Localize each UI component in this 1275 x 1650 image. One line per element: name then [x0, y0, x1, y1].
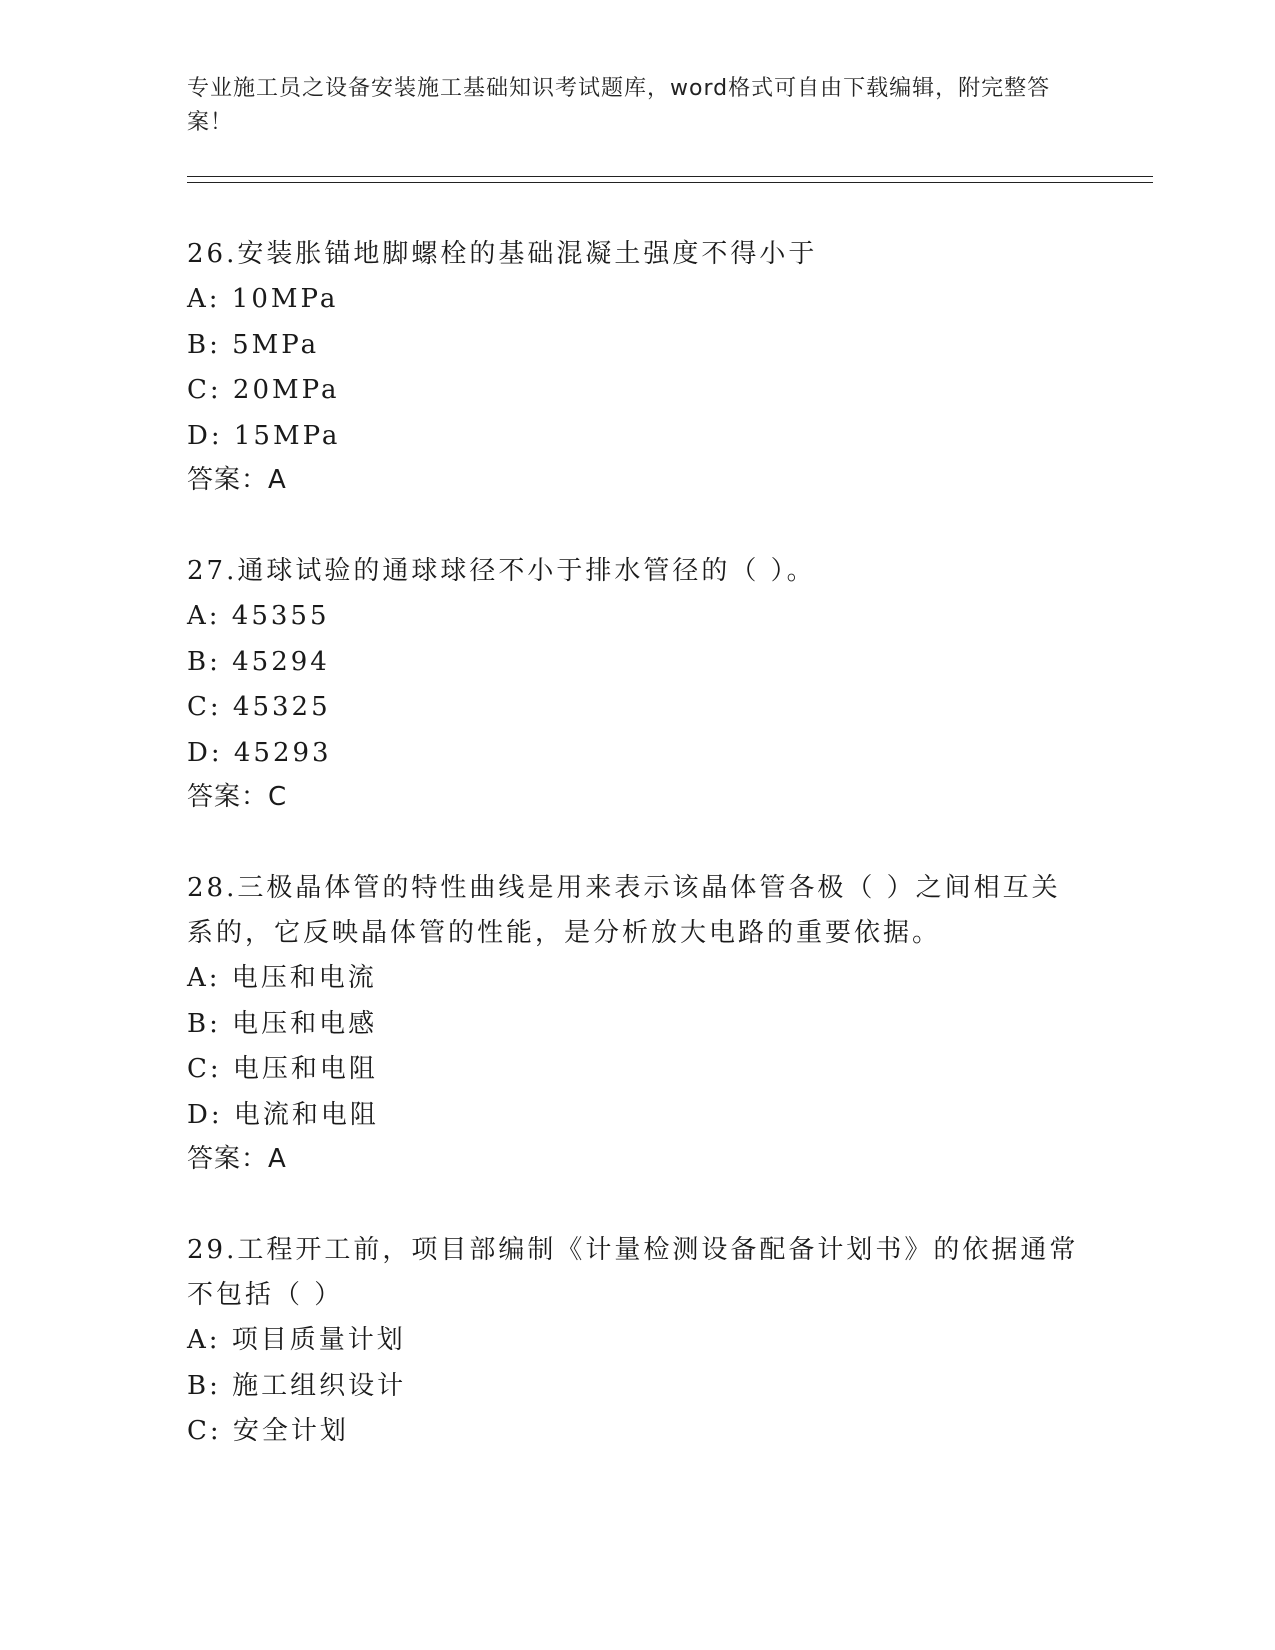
answer-line: 答案：C	[187, 782, 288, 812]
question-26	[187, 232, 1087, 503]
option-b: B: 5MPa	[187, 329, 320, 360]
option-c: C: 45325	[187, 692, 331, 722]
answer-line: 答案：A	[187, 1144, 287, 1174]
option-c: C: 安全计划	[187, 1416, 349, 1446]
question-text: 27.通球试验的通球球径不小于排水管径的（ ）。	[187, 556, 816, 586]
option-c: C: 20MPa	[187, 375, 340, 405]
question-29	[187, 1228, 1087, 1455]
question-list	[187, 232, 1087, 1501]
option-a: A: 45355	[187, 601, 330, 631]
option-a: A: 项目质量计划	[187, 1325, 406, 1355]
header-divider-bottom	[187, 182, 1153, 183]
document-header: 专业施工员之设备安装施工基础知识考试题库，word格式可自由下载编辑，附完整答案！	[187, 76, 1051, 135]
option-b: B: 电压和电感	[187, 1008, 378, 1039]
option-a: A: 电压和电流	[187, 963, 377, 993]
answer-line: 答案：A	[187, 465, 287, 495]
option-c: C: 电压和电阻	[187, 1054, 378, 1084]
header-divider-top	[187, 176, 1153, 177]
option-d: D: 45293	[187, 737, 332, 768]
option-b: B: 45294	[187, 646, 330, 677]
option-d: D: 15MPa	[187, 420, 341, 451]
question-text: 28.三极晶体管的特性曲线是用来表示该晶体管各极（ ）之间相互关系的，它反映晶体管的性能，是分析放大电路的重要依据。	[187, 873, 1061, 948]
question-27	[187, 549, 1087, 820]
question-text: 26.安装胀锚地脚螺栓的基础混凝土强度不得小于	[187, 239, 818, 269]
option-d: D: 电流和电阻	[187, 1099, 379, 1130]
option-a: A: 10MPa	[187, 284, 339, 314]
option-b: B: 施工组织设计	[187, 1370, 407, 1401]
question-28	[187, 866, 1087, 1182]
question-text: 29.工程开工前，项目部编制《计量检测设备配备计划书》的依据通常不包括（ ）	[187, 1235, 1079, 1310]
